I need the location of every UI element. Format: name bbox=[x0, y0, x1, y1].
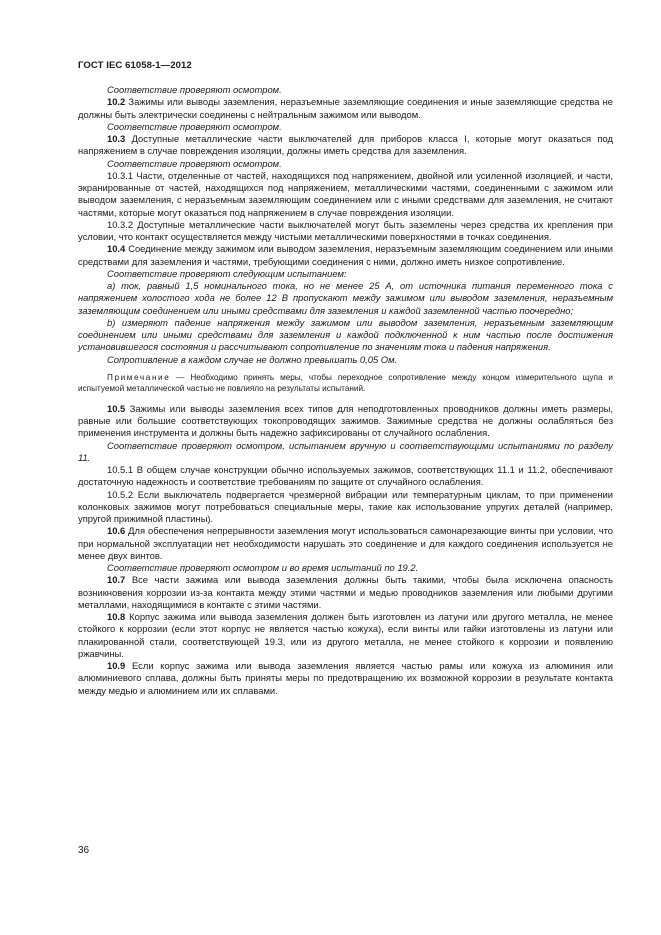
compliance-text: Соответствие проверяют осмотром. bbox=[107, 157, 282, 169]
compliance-text: Соответствие проверяют осмотром и во время испытаний по 19.2. bbox=[107, 562, 419, 573]
clause-10-8: 10.8 Корпус зажима или вывода заземления должен быть изготовлен из латуни или другого металла, не менее стойкого к коррозии (если этот корпус не является частью кожуха), если винты или гайки изготовлены из латуни или плакированной стали, соответствующей 19.3, или из другого металла, не менее стойкого к коррозии и появлению ржавчины. bbox=[78, 611, 613, 659]
compliance-text: Сопротивление в каждом случае не должно превышать 0,05 Ом. bbox=[107, 353, 398, 365]
clause-number: 10.7 bbox=[107, 574, 126, 586]
clause-number: 10.2 bbox=[107, 96, 126, 108]
clause-10-3-1: 10.3.1 Части, отделенные от частей, находящихся под напряжением, двойной или усиленной изоляцией, и части, экранированные от частей, находящихся под напряжением, металлическими частями, соединенными с зажимом или выводом заземления, с неразъемным заземляющим соединением или с иными средствами для заземления, не считают частями, которые могут оказаться под напряжением в случае повреждения изоляции. bbox=[78, 169, 613, 218]
clause-10-6: 10.6 Для обеспечения непрерывности заземления могут использоваться самонарезающие винты при условии, что при нормальной эксплуатации нет необходимости нарушать это соединение и для каждого соединения используется не менее двух винтов. bbox=[78, 525, 613, 561]
clause-number: 10.6 bbox=[107, 525, 126, 537]
compliance-text: Соответствие проверяют осмотром. bbox=[107, 84, 282, 95]
clause-number: 10.3 bbox=[107, 133, 126, 144]
page-number: 36 bbox=[78, 845, 90, 856]
test-step-b: b) измеряют падение напряжения между зажимом или выводом заземления, неразъемным заземляющим соединением или иными средствами для заземления и каждой подключенной к ним частью после достижения установившегося состояния и рассчитывают сопротивление по значениям тока и падения напряжения. bbox=[78, 316, 613, 353]
page-header: ГОСТ IEC 61058-1—2012 bbox=[78, 60, 192, 71]
compliance-text: Соответствие проверяют осмотром. bbox=[107, 120, 282, 132]
clause-number: 10.8 bbox=[107, 611, 126, 622]
clause-10-5-2: 10.5.2 Если выключатель подвергается чрезмерной вибрации или температурным циклам, то при применении колонковых зажимов могут потребоваться специальные меры, такие как использование упругих деталей (например, упругой прижимной пластины). bbox=[78, 488, 613, 524]
clause-10-5: 10.5 Зажимы или выводы заземления всех типов для неподготовленных проводников должны иметь размеры, равные или большие соответствующих токопроводящих зажимов. Зажимные средства не должны ослабляться без применения инструмента и должны быть надежно зафиксированы от случайного ослабления. bbox=[78, 402, 613, 439]
clause-10-9: 10.9 Если корпус зажима или вывода заземления является частью рамы или кожуха из алюминия или алюминиевого сплава, должны быть приняты меры по предотвращению их возможной коррозии в результате контакта между медью и алюминием или их сплавами. bbox=[78, 660, 613, 696]
test-step-a: a) ток, равный 1,5 номинального тока, но не менее 25 А, от источника питания переменного тока с напряжением холостого хода не более 12 В пропускают между зажимом или выводом заземления, неразъемным заземляющим соединением или иными средствами для заземления и каждой заземленной частью поочередно; bbox=[78, 280, 613, 316]
compliance-text: Соответствие проверяют осмотром, испытанием вручную и соответствующими испытаниями по разделу 11. bbox=[78, 439, 613, 463]
clause-10-3-2: 10.3.2 Доступные металлические части выключателей могут быть заземлены через средства их крепления при условии, что контакт осуществляется между чистыми металлическими поверхностями в точках соединения. bbox=[78, 218, 613, 242]
clause-number: 10.5 bbox=[107, 402, 126, 414]
clause-number: 10.9 bbox=[107, 660, 126, 671]
note: Примечание — Необходимо принять меры, чтобы переходное сопротивление между концом измерительного щупа и испытуемой металлической частью не повлияло на результаты испытаний. bbox=[78, 372, 613, 393]
clause-10-4: 10.4 Соединение между зажимом или выводом заземления, неразъемным заземляющим соединением или иными средствами для заземления и частями, требующими соединения с ними, должно иметь низкое сопротивление. bbox=[78, 243, 613, 267]
clause-10-3: 10.3 Доступные металлические части выключателей для приборов класса I, которые могут оказаться под напряжением в случае повреждения изоляции, должны иметь средства для заземления. bbox=[78, 133, 613, 157]
compliance-text: Соответствие проверяют следующим испытанием: bbox=[107, 267, 347, 279]
clause-number: 10.4 bbox=[107, 243, 126, 255]
clause-10-2: 10.2 Зажимы или выводы заземления, неразъемные заземляющие соединения и иные заземляющие средства не должны быть электрически соединены с нейтральным зажимом или выводом. bbox=[78, 96, 613, 120]
document-body bbox=[78, 84, 613, 697]
clause-10-5-1: 10.5.1 В общем случае конструкции обычно используемых зажимов, соответствующих 11.1 и 11.2, обеспечивают достаточную надежность и соответствие требованиям по защите от случайного ослабления. bbox=[78, 464, 613, 488]
note-label: Примечание bbox=[107, 372, 171, 382]
clause-10-7: 10.7 Все части зажима или вывода заземления должны быть такими, чтобы была исключена опасность возникновения коррозии из-за контакта между этими частями и медью проводников заземления или любыми другими металлами, находящимися в контакте с этими частями. bbox=[78, 574, 613, 610]
